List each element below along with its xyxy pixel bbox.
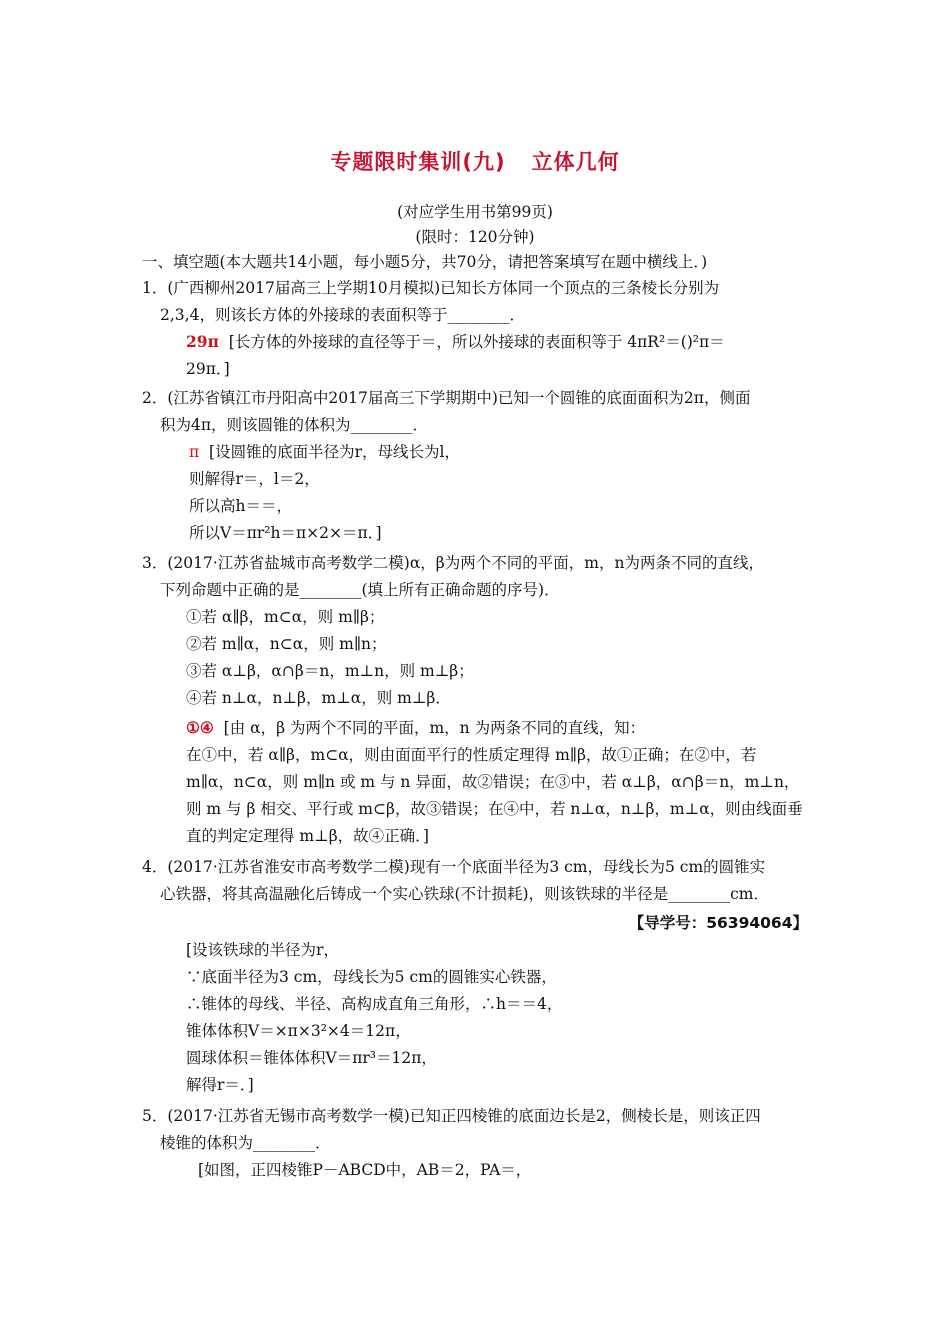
q1-solution-line2: 29π．] [186,360,230,378]
q1-line1: 1．(广西柳州2017届高三上学期10月模拟)已知长方体同一个顶点的三条棱长分别为 [142,279,720,297]
q1-solution-line1 [186,332,725,352]
q4-solution-line3: ∴锥体的母线、半径、高构成直角三角形，∴h＝＝4， [186,995,563,1013]
q5-solution-line1: [如图，正四棱锥P－ABCD中，AB＝2，PA＝， [198,1161,532,1179]
q4-solution-line6: 解得r＝．] [186,1076,254,1094]
title-part2: 立体几何 [531,150,620,174]
q3-option2: ②若 m∥α，n⊂α，则 m∥n； [186,635,387,653]
page-title [0,146,950,176]
q5-line2: 棱锥的体积为________． [160,1134,331,1152]
q3-answer: ①④ [186,718,214,737]
q3-line1: 3．(2017·江苏省盐城市高考数学二模)α，β为两个不同的平面，m，n为两条不同的直线， [142,554,764,572]
q3-sol1: [由 α，β 为两个不同的平面，m，n 为两条不同的直线，知： [223,719,646,737]
q2-solution-line3: 所以高h＝＝， [189,497,292,515]
q4-solution-line2: ∵底面半径为3 cm，母线长为5 cm的圆锥实心铁器， [186,968,557,986]
q3-solution-line3: m∥α，n⊂α，则 m∥n 或 m 与 n 异面，故②错误；在③中，若 α⊥β，α∩β＝n，m⊥n， [186,773,800,791]
q2-sol1: [设圆锥的底面半径为r，母线长为l， [209,443,460,461]
section-heading: 一、填空题(本大题共14小题，每小题5分，共70分，请把答案填写在题中横线上．) [142,253,708,271]
q4-line2: 心铁器，将其高温融化后铸成一个实心铁球(不计损耗)，则该铁球的半径是________cm． [160,885,769,903]
q3-solution-line4: 则 m 与 β 相交、平行或 m⊂β，故③错误；在④中，若 n⊥α，n⊥β，m⊥α，则由线面垂 [186,800,803,818]
q4-solution-line5: 圆球体积＝锥体体积V＝πr³＝12π， [186,1049,437,1067]
q2-solution-line4: 所以V＝πr²h＝π×2×＝π．] [189,524,382,542]
q4-solution-line1: [设该铁球的半径为r， [186,941,339,959]
time-limit: (限时：120分钟) [415,228,535,246]
q3-option1: ①若 α∥β，m⊂α，则 m∥β； [186,608,385,626]
q1-answer: 29π [186,332,219,351]
guide-number: 【导学号：56394064】 [628,914,808,932]
q4-line1: 4．(2017·江苏省淮安市高考数学二模)现有一个底面半径为3 cm，母线长为5 cm的圆锥实 [142,858,766,876]
q3-solution-line2: 在①中，若 α∥β，m⊂α，则由面面平行的性质定理得 m∥β，故①正确；在②中，若 [186,746,757,764]
q3-line2: 下列命题中正确的是________(填上所有正确命题的序号)． [160,581,560,599]
q3-solution-line1 [186,718,645,738]
q2-answer: π [189,443,200,461]
q1-sol1: [长方体的外接球的直径等于＝，所以外接球的表面积等于 4πR²＝()²π＝ [228,333,725,351]
q2-solution-line1 [189,442,460,462]
book-reference: (对应学生用书第99页) [397,203,553,221]
q1-line2: 2,3,4，则该长方体的外接球的表面积等于________． [160,306,525,324]
q3-option4: ④若 n⊥α，n⊥β，m⊥α，则 m⊥β． [186,689,451,707]
q4-solution-line4: 锥体体积V＝×π×3²×4＝12π， [186,1022,411,1040]
q2-line1: 2．(江苏省镇江市丹阳高中2017届高三下学期期中)已知一个圆锥的底面面积为2π，侧面 [142,389,751,407]
q3-option3: ③若 α⊥β，α∩β＝n，m⊥n，则 m⊥β； [186,662,474,680]
title-part1: 专题限时集训(九) [330,150,506,174]
q2-solution-line2: 则解得r＝，l＝2， [189,470,320,488]
q5-line1: 5．(2017·江苏省无锡市高考数学一模)已知正四棱锥的底面边长是2，侧棱长是，则该正四 [142,1107,761,1125]
q3-solution-line5: 直的判定定理得 m⊥β，故④正确．] [186,827,429,845]
q2-line2: 积为4π，则该圆锥的体积为________． [160,416,429,434]
